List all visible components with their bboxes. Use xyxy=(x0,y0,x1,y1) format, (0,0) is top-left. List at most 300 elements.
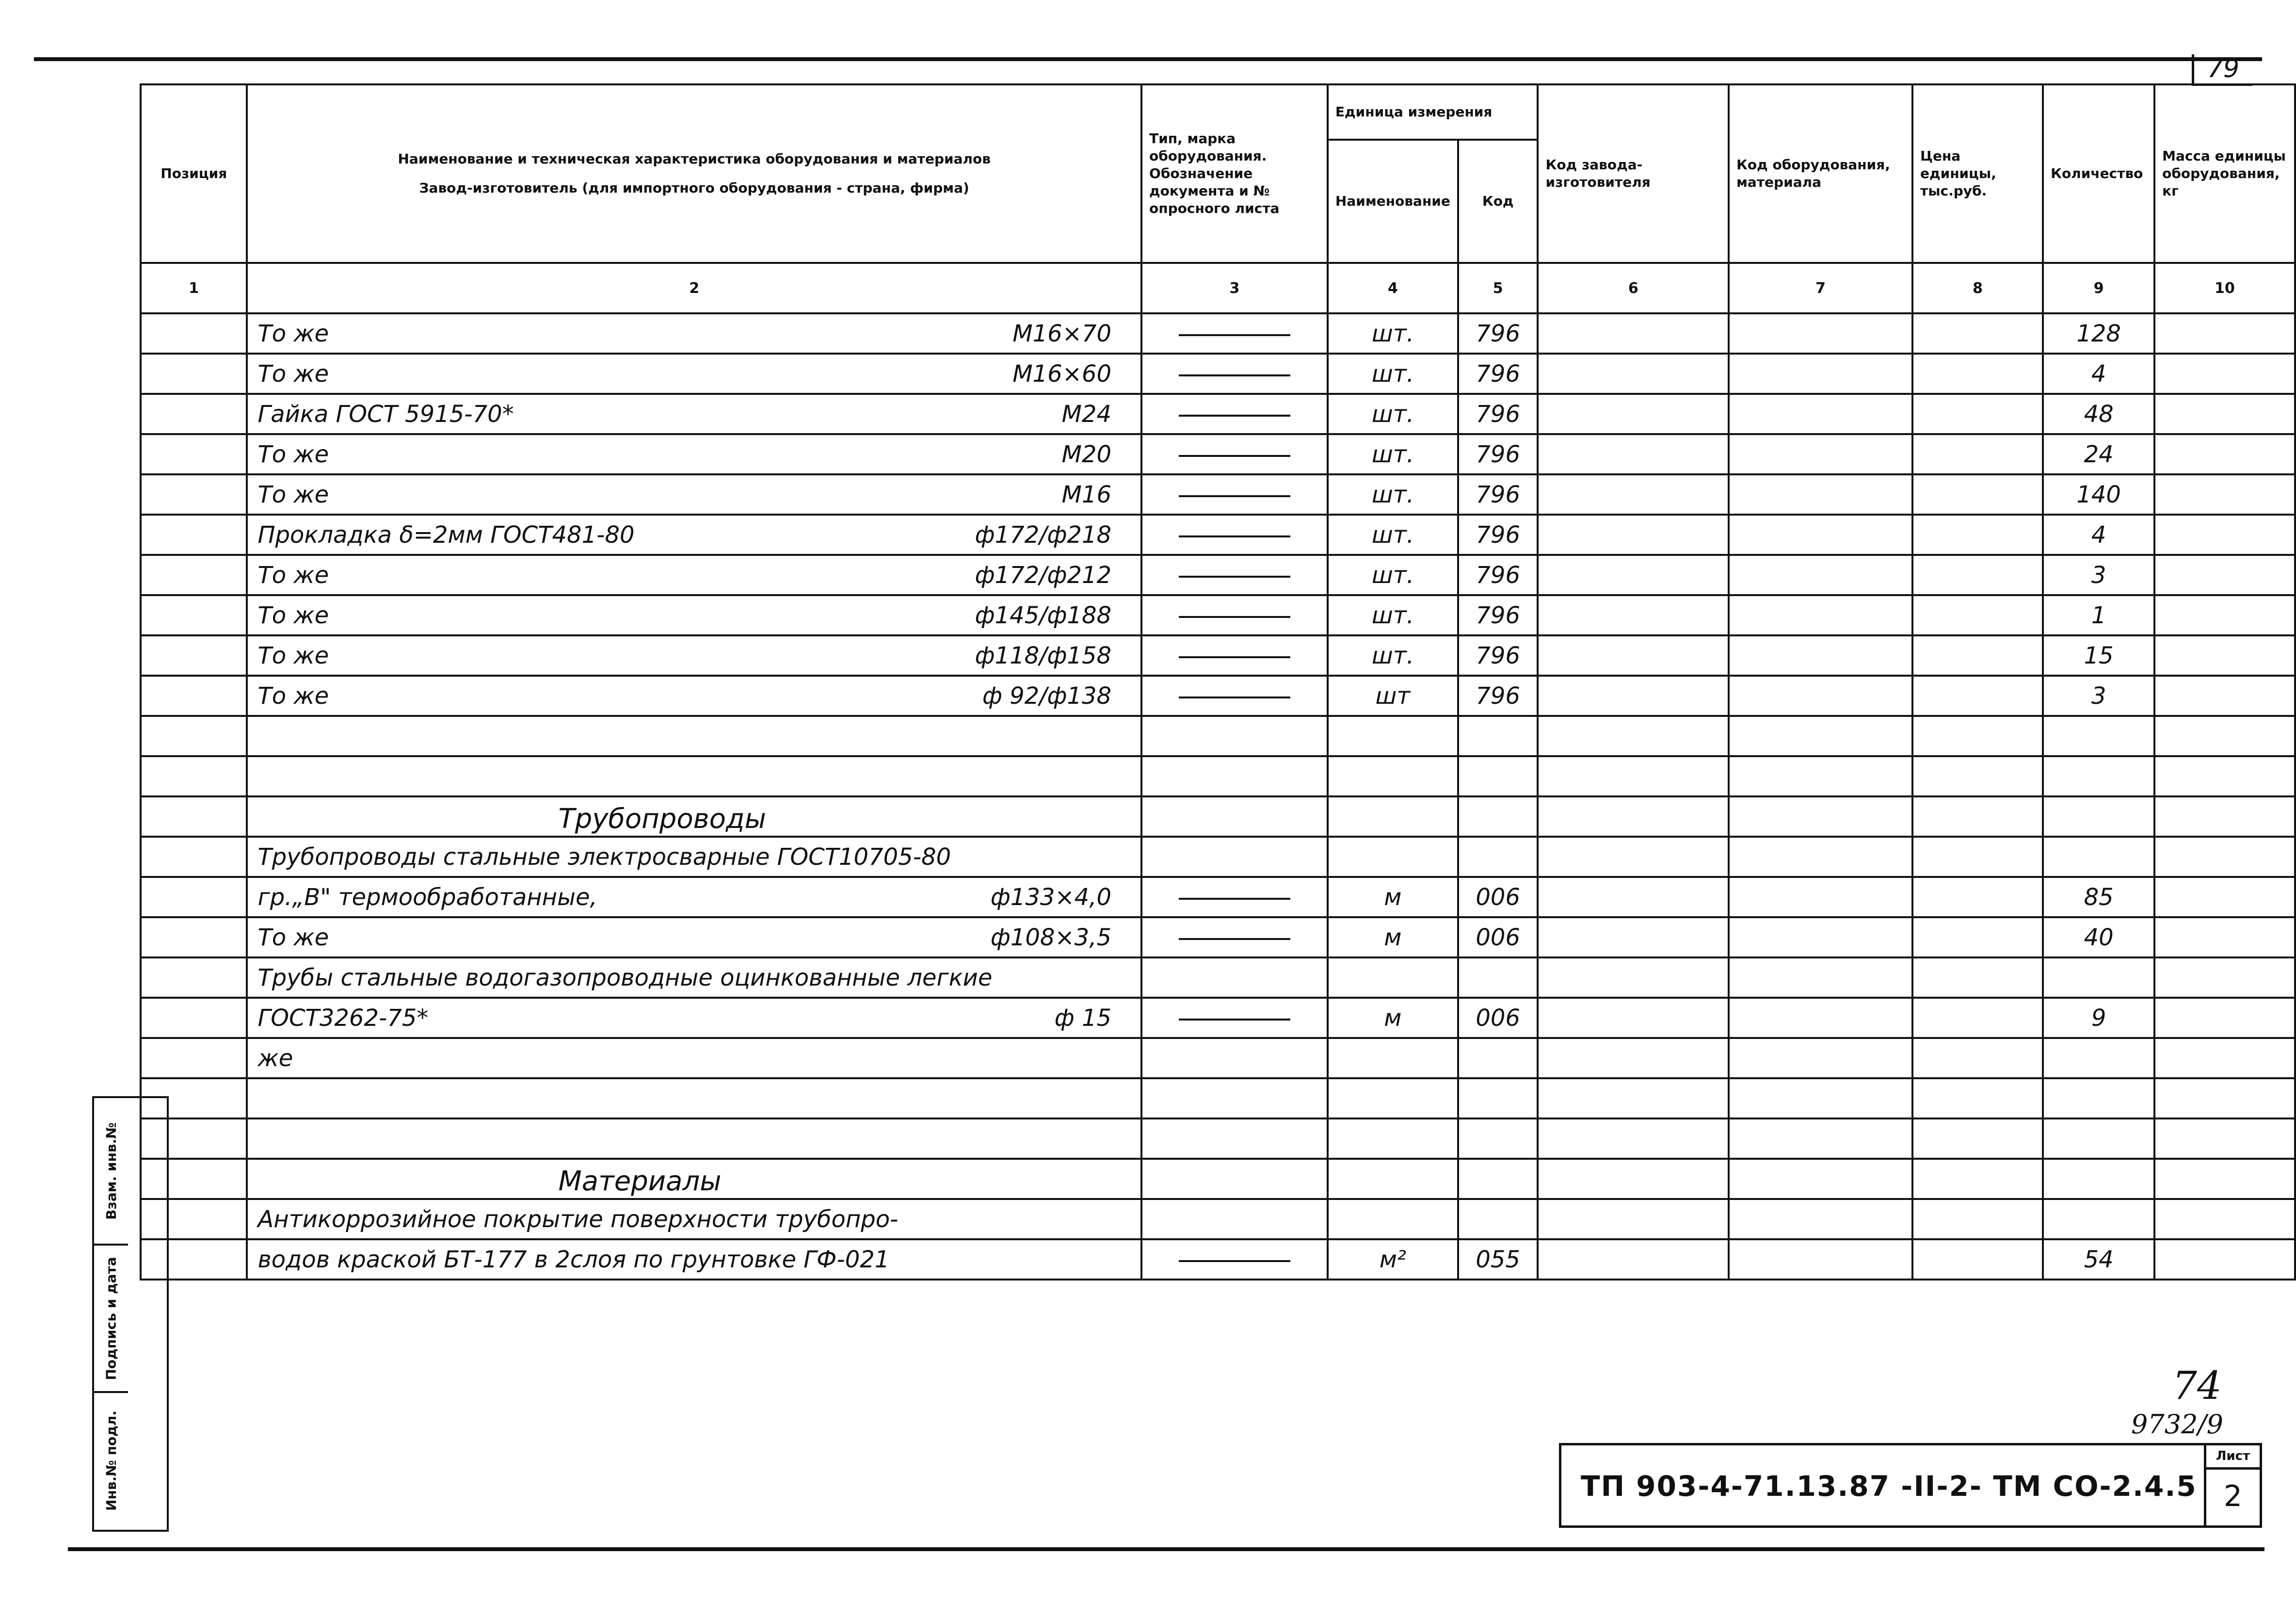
cell-unit xyxy=(1328,1118,1458,1159)
item-name: Трубы стальные водогазопроводные оцинкованные легкие xyxy=(257,964,993,991)
cell-position xyxy=(141,635,247,676)
cell-mass xyxy=(2154,716,2295,756)
title-block-stamp xyxy=(1559,1443,2262,1528)
dash-mark xyxy=(1179,1260,1290,1262)
cell-unit: шт. xyxy=(1328,595,1458,635)
cell-factory-code xyxy=(1538,1038,1729,1078)
cell-mass xyxy=(2154,515,2295,555)
cell-quantity xyxy=(2043,837,2154,877)
cell-name xyxy=(247,313,1141,354)
cell-name xyxy=(247,434,1141,474)
cell-name xyxy=(247,917,1141,957)
header-quantity: Количество xyxy=(2043,84,2154,263)
sidebar-label-signature: Подпись и дата xyxy=(103,1256,119,1380)
cell-name xyxy=(247,1078,1141,1118)
column-number: 10 xyxy=(2154,263,2295,313)
cell-factory-code xyxy=(1538,957,1729,998)
cell-unit-code: 006 xyxy=(1458,917,1538,957)
cell-material-code xyxy=(1729,394,1912,434)
cell-unit: шт. xyxy=(1328,434,1458,474)
cell-name xyxy=(247,354,1141,394)
table-row xyxy=(141,917,2295,957)
cell-unit: шт. xyxy=(1328,354,1458,394)
dash-mark xyxy=(1179,535,1290,537)
cell-factory-code xyxy=(1538,555,1729,595)
cell-price xyxy=(1912,796,2043,837)
item-name: То же xyxy=(257,642,329,669)
handwritten-number: 74 xyxy=(2172,1363,2222,1408)
cell-factory-code xyxy=(1538,796,1729,837)
cell-unit-code xyxy=(1458,796,1538,837)
cell-quantity xyxy=(2043,1038,2154,1078)
cell-price xyxy=(1912,354,2043,394)
cell-price xyxy=(1912,434,2043,474)
item-name: гр.„В" термообработанные, xyxy=(257,884,597,911)
cell-unit-code: 796 xyxy=(1458,595,1538,635)
cell-mass xyxy=(2154,354,2295,394)
cell-material-code xyxy=(1729,716,1912,756)
cell-material-code xyxy=(1729,1038,1912,1078)
item-name: Трубопроводы стальные электросварные ГОСТ10705-80 xyxy=(257,843,951,871)
table-row xyxy=(141,796,2295,837)
item-size: ф172/ф218 xyxy=(975,521,1112,549)
item-name: То же xyxy=(257,682,329,710)
cell-unit-code xyxy=(1458,1078,1538,1118)
cell-quantity: 40 xyxy=(2043,917,2154,957)
column-number: 7 xyxy=(1729,263,1912,313)
cell-unit: шт. xyxy=(1328,313,1458,354)
cell-unit xyxy=(1328,756,1458,796)
cell-price xyxy=(1912,595,2043,635)
cell-position xyxy=(141,394,247,434)
cell-position xyxy=(141,877,247,917)
cell-mass xyxy=(2154,313,2295,354)
cell-unit xyxy=(1328,1078,1458,1118)
section-title: Трубопроводы xyxy=(558,803,766,835)
cell-factory-code xyxy=(1538,515,1729,555)
cell-material-code xyxy=(1729,1078,1912,1118)
cell-mass xyxy=(2154,394,2295,434)
cell-type xyxy=(1141,1199,1328,1239)
cell-unit xyxy=(1328,1199,1458,1239)
cell-price xyxy=(1912,837,2043,877)
cell-mass xyxy=(2154,635,2295,676)
cell-name xyxy=(247,998,1141,1038)
cell-mass xyxy=(2154,1118,2295,1159)
table-row xyxy=(141,957,2295,998)
column-number: 2 xyxy=(247,263,1141,313)
cell-mass xyxy=(2154,595,2295,635)
table-row xyxy=(141,1159,2295,1199)
table-row xyxy=(141,434,2295,474)
cell-price xyxy=(1912,555,2043,595)
cell-mass xyxy=(2154,474,2295,515)
cell-material-code xyxy=(1729,313,1912,354)
sidebar-label-replacement: Взам. инв.№ xyxy=(103,1122,119,1220)
cell-quantity: 15 xyxy=(2043,635,2154,676)
cell-price xyxy=(1912,1078,2043,1118)
cell-unit: шт. xyxy=(1328,515,1458,555)
cell-material-code xyxy=(1729,1118,1912,1159)
table-row xyxy=(141,1078,2295,1118)
cell-unit-code xyxy=(1458,957,1538,998)
item-name: Гайка ГОСТ 5915-70* xyxy=(257,401,514,428)
cell-quantity xyxy=(2043,957,2154,998)
cell-quantity: 4 xyxy=(2043,354,2154,394)
cell-price xyxy=(1912,1159,2043,1199)
cell-unit: м xyxy=(1328,877,1458,917)
cell-position xyxy=(141,837,247,877)
cell-price xyxy=(1912,394,2043,434)
cell-quantity: 128 xyxy=(2043,313,2154,354)
cell-name xyxy=(247,394,1141,434)
sidebar-label-inventory: Инв.№ подл. xyxy=(103,1410,119,1511)
column-number: 6 xyxy=(1538,263,1729,313)
table-row xyxy=(141,1118,2295,1159)
cell-mass xyxy=(2154,877,2295,917)
cell-quantity: 1 xyxy=(2043,595,2154,635)
cell-price xyxy=(1912,474,2043,515)
cell-type xyxy=(1141,1118,1328,1159)
cell-quantity xyxy=(2043,796,2154,837)
cell-unit-code: 796 xyxy=(1458,474,1538,515)
cell-mass xyxy=(2154,837,2295,877)
cell-name xyxy=(247,1199,1141,1239)
cell-material-code xyxy=(1729,877,1912,917)
cell-name xyxy=(247,957,1141,998)
cell-position xyxy=(141,998,247,1038)
cell-mass xyxy=(2154,1239,2295,1280)
cell-material-code xyxy=(1729,837,1912,877)
cell-position xyxy=(141,555,247,595)
item-name: То же xyxy=(257,441,329,468)
cell-price xyxy=(1912,917,2043,957)
cell-factory-code xyxy=(1538,716,1729,756)
cell-name xyxy=(247,474,1141,515)
cell-position xyxy=(141,474,247,515)
cell-type xyxy=(1141,313,1328,354)
table-row xyxy=(141,756,2295,796)
table-row xyxy=(141,394,2295,434)
cell-mass xyxy=(2154,756,2295,796)
cell-unit-code: 055 xyxy=(1458,1239,1538,1280)
cell-material-code xyxy=(1729,1239,1912,1280)
cell-unit: м xyxy=(1328,998,1458,1038)
dash-mark xyxy=(1179,495,1290,497)
item-size: ф172/ф212 xyxy=(975,562,1112,589)
cell-type xyxy=(1141,716,1328,756)
table-body xyxy=(141,313,2295,1280)
cell-unit-code xyxy=(1458,1038,1538,1078)
header-price: Цена единицы, тыс.руб. xyxy=(1912,84,2043,263)
item-size: ф145/ф188 xyxy=(975,602,1112,629)
cell-name xyxy=(247,555,1141,595)
document-code: ТП 903-4-71.13.87 -II-2- ТМ СО-2.4.5 xyxy=(1581,1470,2197,1503)
dash-mark xyxy=(1179,898,1290,900)
item-size: ф 92/ф138 xyxy=(982,682,1112,710)
table-row xyxy=(141,313,2295,354)
header-type: Тип, марка оборудования. Обозначение документа и № опросного листа xyxy=(1141,84,1328,263)
approval-sidebar xyxy=(92,1096,169,1532)
cell-factory-code xyxy=(1538,877,1729,917)
cell-position xyxy=(141,917,247,957)
cell-unit xyxy=(1328,837,1458,877)
cell-unit xyxy=(1328,957,1458,998)
cell-unit-code: 796 xyxy=(1458,313,1538,354)
cell-price xyxy=(1912,957,2043,998)
cell-position xyxy=(141,957,247,998)
cell-type xyxy=(1141,676,1328,716)
cell-unit-code xyxy=(1458,1118,1538,1159)
cell-type xyxy=(1141,354,1328,394)
cell-type xyxy=(1141,1239,1328,1280)
cell-factory-code xyxy=(1538,595,1729,635)
cell-mass xyxy=(2154,555,2295,595)
table-row xyxy=(141,555,2295,595)
dash-mark xyxy=(1179,374,1290,376)
cell-mass xyxy=(2154,1159,2295,1199)
cell-type xyxy=(1141,877,1328,917)
cell-name xyxy=(247,756,1141,796)
cell-position xyxy=(141,796,247,837)
cell-material-code xyxy=(1729,434,1912,474)
cell-name xyxy=(247,595,1141,635)
table-row xyxy=(141,354,2295,394)
cell-price xyxy=(1912,1199,2043,1239)
item-name: Прокладка δ=2мм ГОСТ481-80 xyxy=(257,521,635,549)
cell-type xyxy=(1141,837,1328,877)
column-number: 8 xyxy=(1912,263,2043,313)
cell-type xyxy=(1141,595,1328,635)
header-material-code: Код оборудования, материала xyxy=(1729,84,1912,263)
cell-position xyxy=(141,756,247,796)
cell-unit-code xyxy=(1458,837,1538,877)
cell-mass xyxy=(2154,1038,2295,1078)
item-size: М16×60 xyxy=(1012,360,1112,388)
cell-factory-code xyxy=(1538,837,1729,877)
cell-quantity: 9 xyxy=(2043,998,2154,1038)
cell-unit-code: 006 xyxy=(1458,877,1538,917)
cell-unit-code xyxy=(1458,1159,1538,1199)
column-number: 1 xyxy=(141,263,247,313)
cell-quantity xyxy=(2043,1199,2154,1239)
item-name: же xyxy=(257,1045,293,1072)
cell-unit: шт. xyxy=(1328,555,1458,595)
table-row xyxy=(141,998,2295,1038)
cell-type xyxy=(1141,635,1328,676)
dash-mark xyxy=(1179,455,1290,457)
table-row xyxy=(141,595,2295,635)
header-name-line1: Наименование и техническая характеристика оборудования и материалов xyxy=(398,151,991,167)
cell-quantity xyxy=(2043,1118,2154,1159)
cell-factory-code xyxy=(1538,1239,1729,1280)
cell-unit: м² xyxy=(1328,1239,1458,1280)
cell-quantity xyxy=(2043,756,2154,796)
item-name: То же xyxy=(257,602,329,629)
cell-name xyxy=(247,837,1141,877)
cell-factory-code xyxy=(1538,354,1729,394)
cell-factory-code xyxy=(1538,1159,1729,1199)
cell-factory-code xyxy=(1538,998,1729,1038)
header-name-line2: Завод-изготовитель (для импортного оборудования - страна, фирма) xyxy=(419,180,969,196)
cell-price xyxy=(1912,998,2043,1038)
cell-factory-code xyxy=(1538,313,1729,354)
cell-quantity: 3 xyxy=(2043,555,2154,595)
cell-quantity: 48 xyxy=(2043,394,2154,434)
cell-type xyxy=(1141,796,1328,837)
dash-mark xyxy=(1179,616,1290,618)
cell-unit-code xyxy=(1458,756,1538,796)
cell-unit: шт. xyxy=(1328,474,1458,515)
table-row xyxy=(141,1239,2295,1280)
table-row xyxy=(141,676,2295,716)
cell-material-code xyxy=(1729,474,1912,515)
cell-unit-code: 796 xyxy=(1458,676,1538,716)
cell-material-code xyxy=(1729,917,1912,957)
cell-price xyxy=(1912,676,2043,716)
cell-name xyxy=(247,877,1141,917)
item-name: водов краской БТ-177 в 2слоя по грунтовке ГФ-021 xyxy=(257,1246,890,1273)
cell-type xyxy=(1141,917,1328,957)
cell-price xyxy=(1912,635,2043,676)
cell-type xyxy=(1141,998,1328,1038)
cell-name xyxy=(247,1239,1141,1280)
item-size: М16×70 xyxy=(1012,320,1112,347)
cell-position xyxy=(141,434,247,474)
cell-material-code xyxy=(1729,354,1912,394)
cell-unit xyxy=(1328,796,1458,837)
sidebar-cell-inventory xyxy=(94,1393,128,1528)
header-mass: Масса единицы оборудования, кг xyxy=(2154,84,2295,263)
header-name xyxy=(247,84,1141,263)
cell-factory-code xyxy=(1538,434,1729,474)
cell-name xyxy=(247,1159,1141,1199)
item-name: То же xyxy=(257,481,329,508)
cell-factory-code xyxy=(1538,756,1729,796)
header-factory-code: Код завода-изготовителя xyxy=(1538,84,1729,263)
cell-quantity xyxy=(2043,716,2154,756)
cell-name xyxy=(247,515,1141,555)
cell-type xyxy=(1141,957,1328,998)
cell-name xyxy=(247,796,1141,837)
dash-mark xyxy=(1179,1019,1290,1021)
table-row xyxy=(141,1199,2295,1239)
cell-quantity: 85 xyxy=(2043,877,2154,917)
cell-unit-code: 796 xyxy=(1458,555,1538,595)
cell-mass xyxy=(2154,957,2295,998)
top-page-number: 79 xyxy=(2192,54,2252,86)
cell-name xyxy=(247,716,1141,756)
dash-mark xyxy=(1179,938,1290,940)
cell-unit xyxy=(1328,1159,1458,1199)
cell-mass xyxy=(2154,676,2295,716)
header-unit-code: Код xyxy=(1458,140,1538,263)
cell-mass xyxy=(2154,434,2295,474)
cell-unit: м xyxy=(1328,917,1458,957)
sidebar-cell-signature xyxy=(94,1246,128,1393)
cell-name xyxy=(247,676,1141,716)
cell-type xyxy=(1141,1159,1328,1199)
cell-price xyxy=(1912,515,2043,555)
dash-mark xyxy=(1179,697,1290,698)
cell-mass xyxy=(2154,1078,2295,1118)
cell-factory-code xyxy=(1538,676,1729,716)
table-row xyxy=(141,716,2295,756)
sheet-number: 2 xyxy=(2223,1479,2243,1513)
sheet-label: Лист xyxy=(2206,1445,2260,1470)
header-position: Позиция xyxy=(141,84,247,263)
item-size: ф133×4,0 xyxy=(990,884,1112,911)
cell-unit-code: 796 xyxy=(1458,434,1538,474)
column-number: 3 xyxy=(1141,263,1328,313)
cell-type xyxy=(1141,1038,1328,1078)
cell-mass xyxy=(2154,998,2295,1038)
cell-unit xyxy=(1328,716,1458,756)
item-name: То же xyxy=(257,924,329,951)
cell-quantity: 140 xyxy=(2043,474,2154,515)
cell-unit xyxy=(1328,1038,1458,1078)
cell-price xyxy=(1912,1118,2043,1159)
inventory-number: 9732/9 xyxy=(2131,1409,2223,1440)
cell-position xyxy=(141,716,247,756)
cell-quantity xyxy=(2043,1078,2154,1118)
cell-material-code xyxy=(1729,796,1912,837)
cell-unit-code: 006 xyxy=(1458,998,1538,1038)
cell-mass xyxy=(2154,1199,2295,1239)
cell-type xyxy=(1141,555,1328,595)
item-name: ГОСТ3262-75* xyxy=(257,1005,429,1032)
table-row xyxy=(141,515,2295,555)
frame-top-line xyxy=(34,57,2262,61)
header-unit-name: Наименование xyxy=(1328,140,1458,263)
cell-factory-code xyxy=(1538,394,1729,434)
item-size: М24 xyxy=(1061,401,1112,428)
dash-mark xyxy=(1179,576,1290,578)
item-size: ф108×3,5 xyxy=(990,924,1112,951)
table-row xyxy=(141,635,2295,676)
cell-type xyxy=(1141,756,1328,796)
cell-type xyxy=(1141,1078,1328,1118)
cell-quantity: 54 xyxy=(2043,1239,2154,1280)
dash-mark xyxy=(1179,334,1290,336)
cell-mass xyxy=(2154,917,2295,957)
cell-material-code xyxy=(1729,957,1912,998)
cell-unit: шт. xyxy=(1328,635,1458,676)
cell-price xyxy=(1912,313,2043,354)
cell-price xyxy=(1912,756,2043,796)
cell-price xyxy=(1912,716,2043,756)
cell-price xyxy=(1912,877,2043,917)
item-name: Антикоррозийное покрытие поверхности трубопро- xyxy=(257,1206,899,1233)
column-numbers-row xyxy=(141,263,2295,313)
cell-position xyxy=(141,354,247,394)
cell-unit-code: 796 xyxy=(1458,394,1538,434)
dash-mark xyxy=(1179,656,1290,658)
cell-position xyxy=(141,676,247,716)
specification-table xyxy=(140,83,2296,1280)
cell-unit-code: 796 xyxy=(1458,635,1538,676)
cell-factory-code xyxy=(1538,474,1729,515)
item-size: М16 xyxy=(1061,481,1112,508)
item-name: То же xyxy=(257,320,329,347)
column-number: 5 xyxy=(1458,263,1538,313)
cell-name xyxy=(247,1118,1141,1159)
cell-material-code xyxy=(1729,1199,1912,1239)
column-number: 9 xyxy=(2043,263,2154,313)
cell-factory-code xyxy=(1538,1118,1729,1159)
cell-unit-code xyxy=(1458,1199,1538,1239)
table-row xyxy=(141,1038,2295,1078)
